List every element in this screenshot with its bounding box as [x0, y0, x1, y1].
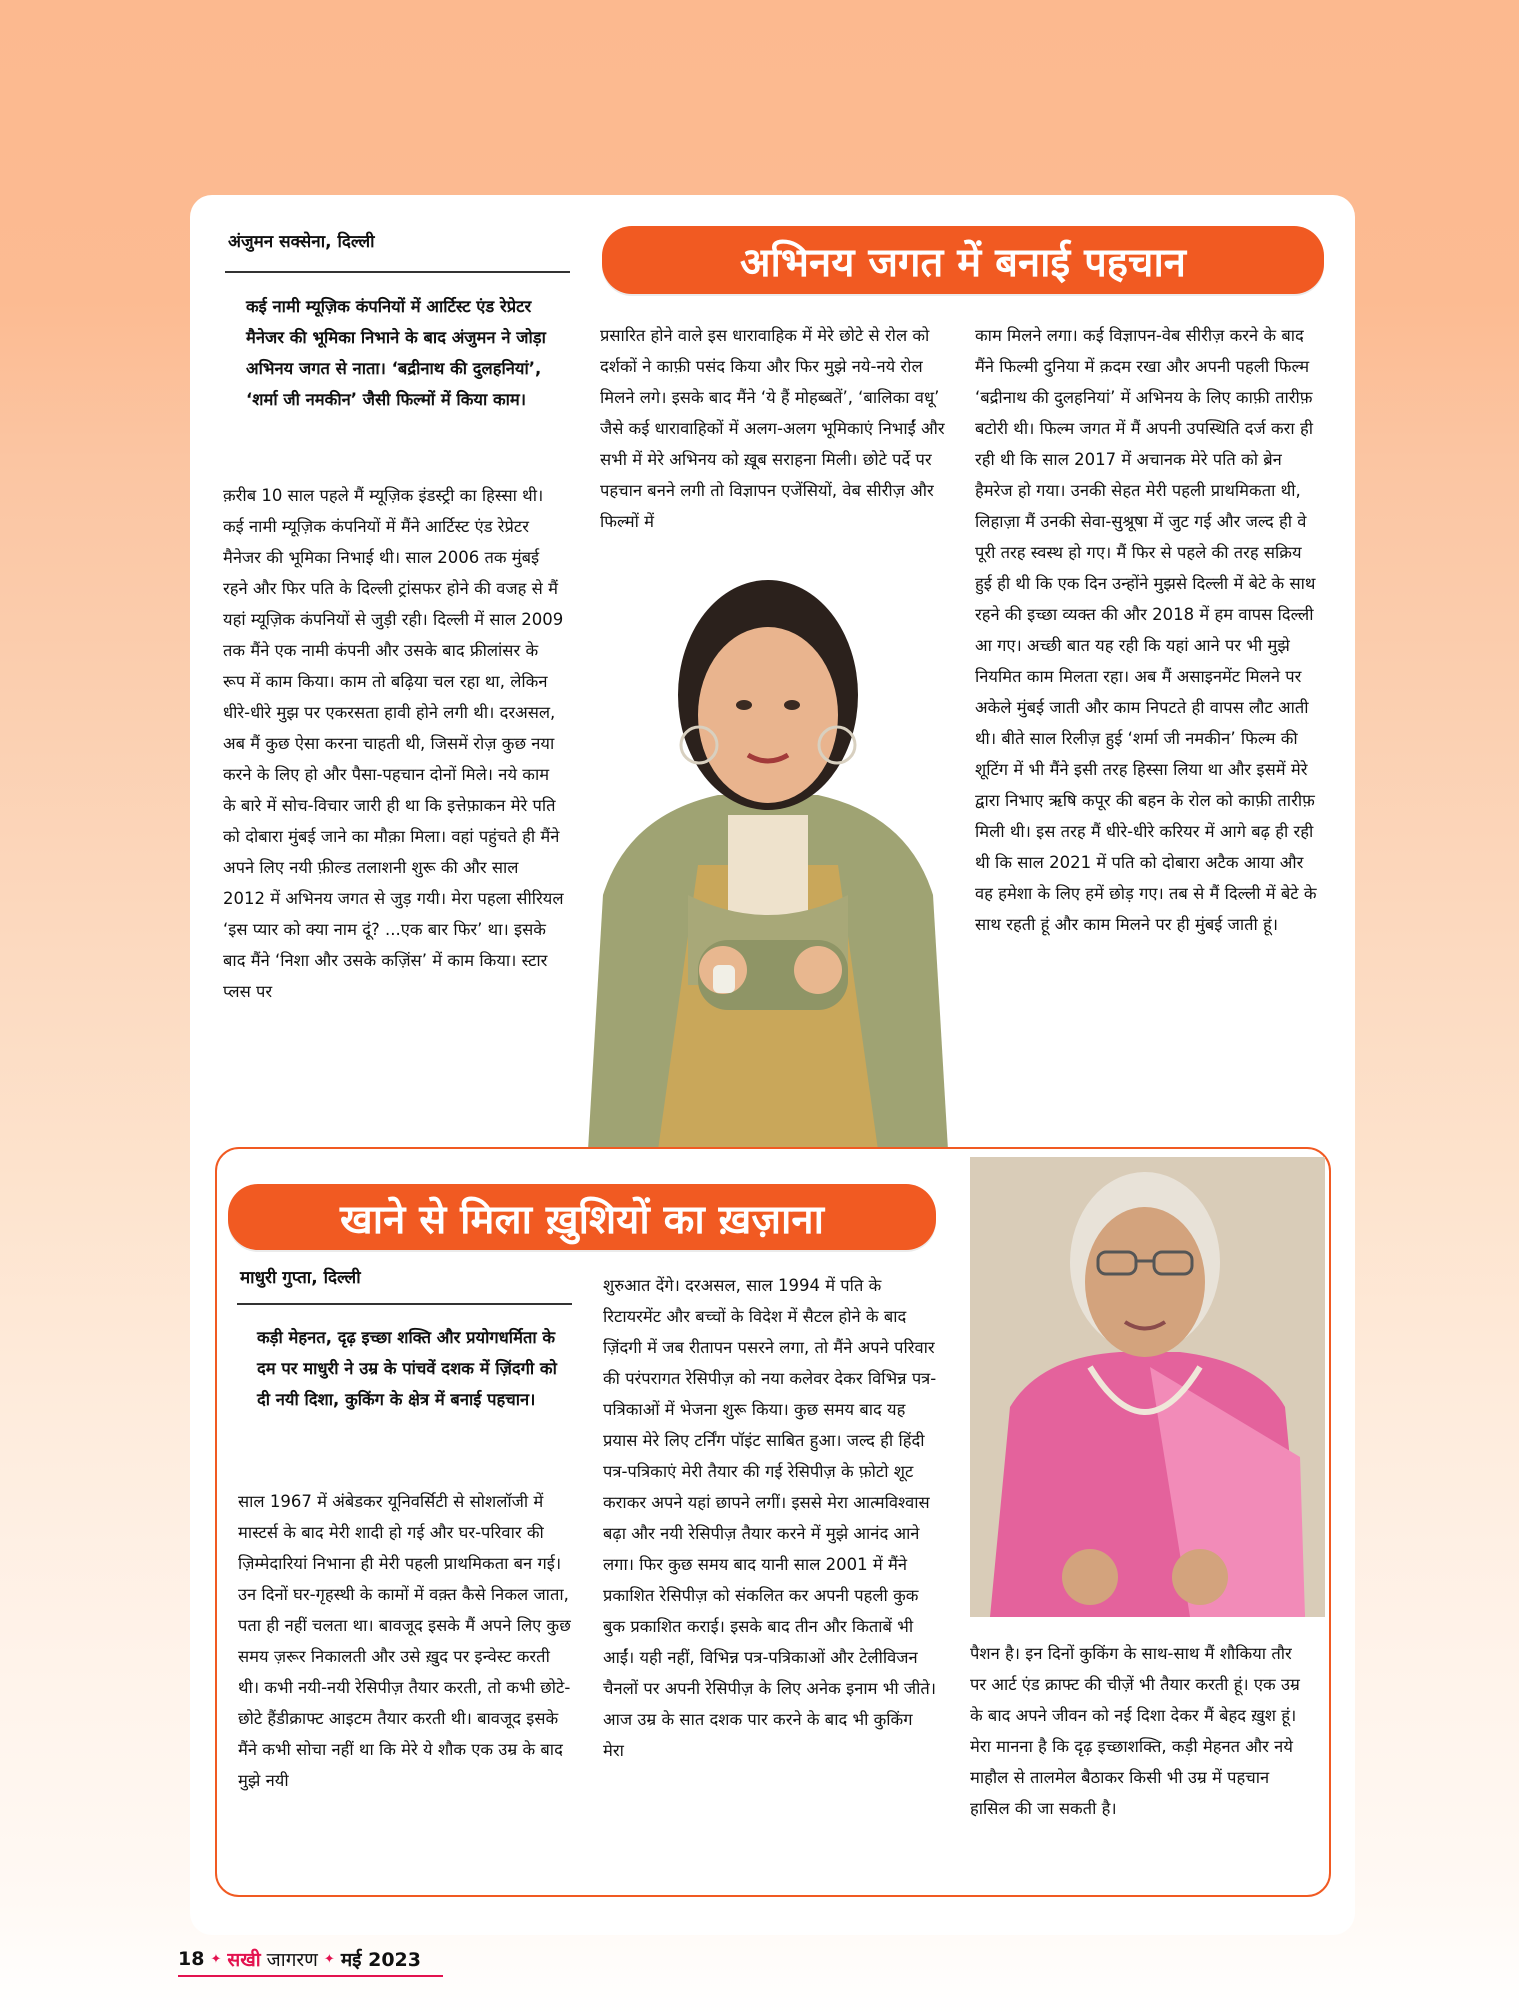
article2-column-2	[603, 1270, 938, 1766]
article2-title-banner	[228, 1184, 936, 1250]
footer-rule	[178, 1975, 443, 1977]
article1-author-block	[228, 230, 568, 254]
article2-column-3	[970, 1638, 1300, 1824]
portrait-madhuri-photo	[970, 1157, 1325, 1617]
magazine-name-part2: जागरण	[266, 1949, 318, 1971]
article2-col3-text: पैशन है। इन दिनों कुकिंग के साथ-साथ मैं शौकिया तौर पर आर्ट एंड क्राफ्ट की चीज़ें भी तैयार करती हूं। एक उम्र के बाद अपने जीवन को नई दिशा देकर मैं बेहद ख़ुश हूं। मेरा मानना है कि दृढ़ इच्छाशक्ति, कड़ी मेहनत और नये माहौल से तालमेल बैठाकर किसी भी उम्र में पहचान हासिल की जा सकती है।	[970, 1644, 1300, 1818]
article1-title: अभिनय जगत में बनाई पहचान	[739, 239, 1187, 286]
article2-author: माधुरी गुप्ता, दिल्ली	[240, 1268, 361, 1288]
article2-author-block	[240, 1266, 560, 1290]
article1-col3-text: काम मिलने लगा। कई विज्ञापन-वेब सीरीज़ करने के बाद मैंने फिल्मी दुनिया में क़दम रखा और अपनी पहली फिल्म ‘बद्रीनाथ की दुलहनियां’ में अभिनय के लिए काफ़ी तारीफ़ बटोरी थी। फिल्म जगत में मैं अपनी उपस्थिति दर्ज करा ही रही थी कि साल 2017 में अचानक मेरे पति को ब्रेन हैमरेज हो गया। उनकी सेहत मेरी पहली प्राथमिकता थी, लिहाज़ा मैं उनकी सेवा-सुश्रूषा में जुट गई और जल्द ही वे पूरी तरह स्वस्थ हो गए। मैं फिर से पहले की तरह सक्रिय हुई ही थी कि एक दिन उन्होंने मुझसे दिल्ली में बेटे के साथ रहने की इच्छा व्यक्त की और 2018 में हम वापस दिल्ली आ गए। अच्छी बात यह रही कि यहां आने पर भी मुझे नियमित काम मिलता रहा। अब मैं असाइनमेंट मिलने पर अकेले मुंबई जाती और काम निपटते ही वापस लौट आती थी। बीते साल रिलीज़ हुई ‘शर्मा जी नमकीन’ फिल्म की शूटिंग में भी मैंने इसी तरह हिस्सा लिया था और इसमें मेरे द्वारा निभाए ऋषि कपूर की बहन के रोल को काफ़ी तारीफ़ मिली थी। इस तरह मैं धीरे-धीरे करियर में आगे बढ़ ही रही थी कि साल 2021 में पति को दोबारा अटैक आया और वह हमेशा के लिए हमें छोड़ गए। तब से मैं दिल्ली में बेटे के साथ रहती हूं और काम मिलने पर ही मुंबई जाती हूं।	[975, 326, 1317, 934]
article2-col1-text: साल 1967 में अंबेडकर यूनिवर्सिटी से सोशलॉजी में मास्टर्स के बाद मेरी शादी हो गई और घर-परिवार की ज़िम्मेदारियां निभाना ही मेरी पहली प्राथमिकता बन गई। उन दिनों घर-गृहस्थी के कामों में वक़्त कैसे निकल जाता, पता ही नहीं चलता था। बावजूद इसके मैं अपने लिए कुछ समय ज़रूर निकालती और उसे ख़ुद पर इन्वेस्ट करती थी। कभी नयी-नयी रेसिपीज़ तैयार करती, तो कभी छोटे-छोटे हैंडीक्राफ्ट आइटम तैयार करती थी। बावजूद इसके मैंने कभी सोचा नहीं था कि मेरे ये शौक एक उम्र के बाद मुझे नयी	[238, 1492, 571, 1790]
article1-intro-text: कई नामी म्यूज़िक कंपनियों में आर्टिस्ट एंड रेप्रेटर मैनेजर की भूमिका निभाने के बाद अंजुमन ने जोड़ा अभिनय जगत से नाता। ‘बद्रीनाथ की दुलहनियां’, ‘शर्मा जी नमकीन’ जैसी फिल्मों में किया काम।	[246, 297, 546, 409]
article2-intro	[257, 1322, 567, 1415]
article1-title-banner	[602, 226, 1324, 294]
article2-author-rule	[237, 1303, 572, 1305]
portrait-anjuman-photo	[548, 565, 988, 1150]
article2-col2-text: शुरुआत देंगे। दरअसल, साल 1994 में पति के रिटायरमेंट और बच्चों के विदेश में सैटल होने के बाद ज़िंदगी में जब रीतापन पसरने लगा, तो मैंने अपने परिवार की परंपरागत रेसिपीज़ को नया कलेवर देकर विभिन्न पत्र-पत्रिकाओं में भेजना शुरू किया। कुछ समय बाद यह प्रयास मेरे लिए टर्निंग पॉइंट साबित हुआ। जल्द ही हिंदी पत्र-पत्रिकाएं मेरी तैयार की गई रेसिपीज़ के फ़ोटो शूट कराकर अपने यहां छापने लगीं। इससे मेरा आत्मविश्वास बढ़ा और नयी रेसिपीज़ तैयार करने में मुझे आनंद आने लगा। फिर कुछ समय बाद यानी साल 2001 में मैंने प्रकाशित रेसिपीज़ को संकलित कर अपनी पहली कुक बुक प्रकाशित कराई। इसके बाद तीन और किताबें भी आईं। यही नहीं, विभिन्न पत्र-पत्रिकाओं और टेलीविजन चैनलों पर अपनी रेसिपीज़ के लिए अनेक इनाम भी जीते। आज उम्र के सात दशक पार करने के बाद भी कुकिंग मेरा	[603, 1276, 937, 1760]
article1-author: अंजुमन सक्सेना, दिल्ली	[228, 232, 375, 252]
page-footer	[178, 1946, 421, 1972]
article2-title: खाने से मिला ख़ुशियों का ख़ज़ाना	[340, 1196, 824, 1243]
article1-author-rule	[225, 271, 570, 273]
article1-column-2	[600, 320, 945, 537]
article1-col1-text: क़रीब 10 साल पहले मैं म्यूज़िक इंडस्ट्री का हिस्सा थी। कई नामी म्यूज़िक कंपनियों में मैंने आर्टिस्ट एंड रेप्रेटर मैनेजर की भूमिका निभाई थी। साल 2006 तक मुंबई रहने और फिर पति के दिल्ली ट्रांसफर होने की वजह से मैं यहां म्यूज़िक कंपनियों से जुड़ी रही। दिल्ली में साल 2009 तक मैंने एक नामी कंपनी और उसके बाद फ्रीलांसर के रूप में काम किया। काम तो बढ़िया चल रहा था, लेकिन धीरे-धीरे मुझ पर एकरसता हावी होने लगी थी। दरअसल, अब मैं कुछ ऐसा करना चाहती थी, जिसमें रोज़ कुछ नया करने के लिए हो और पैसा-पहचान दोनों मिले। नये काम के बारे में सोच-विचार जारी ही था कि इत्तेफ़ाकन मेरे पति को दोबारा मुंबई जाने का मौक़ा मिला। वहां पहुंचते ही मैंने अपने लिए नयी फ़ील्ड तलाशनी शुरू की और साल 2012 में अभिनय जगत से जुड़ गयी। मेरा पहला सीरियल ‘इस प्यार को क्या नाम दूं? ...एक बार फिर’ था। इसके बाद मैंने ‘निशा और उसके कज़िंस’ में काम किया। स्टार प्लस पर	[223, 486, 564, 1001]
article1-intro	[246, 291, 556, 415]
issue-date: मई 2023	[340, 1949, 421, 1971]
magazine-name-part1: सखी	[227, 1949, 261, 1971]
star-icon: ✦	[210, 1951, 222, 1967]
article2-column-1	[238, 1486, 572, 1796]
article1-col2-text: प्रसारित होने वाले इस धारावाहिक में मेरे छोटे से रोल को दर्शकों ने काफ़ी पसंद किया और फिर मुझे नये-नये रोल मिलने लगे। इसके बाद मैंने ‘ये हैं मोहब्बतें’, ‘बालिका वधू’ जैसे कई धारावाहिकों में अलग-अलग भूमिकाएं निभाईं और सभी में मेरे अभिनय को ख़ूब सराहना मिली। छोटे पर्दे पर पहचान बनने लगी तो विज्ञापन एजेंसियों, वेब सीरीज़ और फिल्मों में	[600, 326, 945, 531]
article1-column-1	[223, 480, 565, 1007]
article2-intro-text: कड़ी मेहनत, दृढ़ इच्छा शक्ति और प्रयोगधर्मिता के दम पर माधुरी ने उम्र के पांचवें दशक में ज़िंदगी को दी नयी दिशा, कुकिंग के क्षेत्र में बनाई पहचान।	[257, 1328, 557, 1409]
star-icon: ✦	[323, 1951, 335, 1967]
page-number: 18	[178, 1948, 205, 1970]
article1-column-3	[975, 320, 1320, 940]
